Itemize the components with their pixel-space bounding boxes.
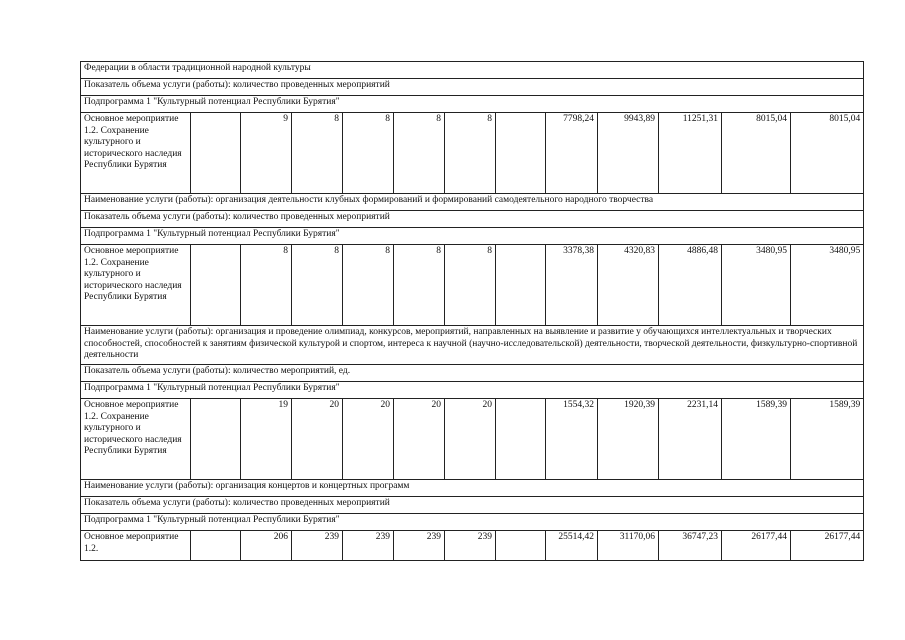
indicator-text: Показатель объема услуги (работы): количество проведенных мероприятий — [81, 497, 864, 514]
cell: 19 — [241, 399, 292, 480]
table-row — [81, 245, 864, 326]
budget-table — [80, 61, 864, 561]
cell — [496, 399, 546, 480]
subprogram-text: Подпрограмма 1 "Культурный потенциал Республики Бурятия" — [81, 382, 864, 399]
cell: 4886,48 — [659, 245, 722, 326]
cell: 206 — [241, 531, 292, 561]
cell: 1589,39 — [791, 399, 864, 480]
indicator-text: Показатель объема услуги (работы): количество мероприятий, ед. — [81, 365, 864, 382]
table-row — [81, 96, 864, 113]
service-text: Наименование услуги (работы): организация деятельности клубных формирований и формирований самодеятельного народного творчества — [81, 194, 864, 211]
cell: 9 — [241, 113, 292, 194]
table-row — [81, 228, 864, 245]
cell: 25514,42 — [546, 531, 598, 561]
cell — [191, 245, 241, 326]
cell: 1920,39 — [598, 399, 659, 480]
cell: 3378,38 — [546, 245, 598, 326]
cell — [496, 245, 546, 326]
subprogram-text: Подпрограмма 1 "Культурный потенциал Республики Бурятия" — [81, 228, 864, 245]
section-text: Федерации в области традиционной народной культуры — [81, 62, 864, 79]
cell: 239 — [394, 531, 445, 561]
table-row — [81, 211, 864, 228]
cell: 8 — [292, 113, 343, 194]
table-row — [81, 514, 864, 531]
cell: 8 — [445, 113, 496, 194]
cell — [191, 399, 241, 480]
cell: 239 — [445, 531, 496, 561]
activity-name: Основное мероприятие 1.2. Сохранение культурного и исторического наследия Республики Бурятия — [81, 399, 191, 480]
service-text: Наименование услуги (работы): организация концертов и концертных программ — [81, 480, 864, 497]
table-row — [81, 194, 864, 211]
activity-name: Основное мероприятие 1.2. Сохранение культурного и исторического наследия Республики Бурятия — [81, 113, 191, 194]
cell: 31170,06 — [598, 531, 659, 561]
table-row — [81, 326, 864, 365]
cell: 8 — [241, 245, 292, 326]
activity-name: Основное мероприятие 1.2. Сохранение культурного и исторического наследия Республики Бурятия — [81, 245, 191, 326]
table-row — [81, 365, 864, 382]
cell: 8 — [394, 245, 445, 326]
cell: 3480,95 — [791, 245, 864, 326]
cell: 20 — [292, 399, 343, 480]
table-row — [81, 62, 864, 79]
cell: 20 — [343, 399, 394, 480]
indicator-text: Показатель объема услуги (работы): количество проведенных мероприятий — [81, 79, 864, 96]
indicator-text: Показатель объема услуги (работы): количество проведенных мероприятий — [81, 211, 864, 228]
cell: 36747,23 — [659, 531, 722, 561]
cell — [496, 531, 546, 561]
cell — [191, 113, 241, 194]
table-row — [81, 399, 864, 480]
cell: 8 — [292, 245, 343, 326]
cell — [496, 113, 546, 194]
cell: 8015,04 — [791, 113, 864, 194]
table-row — [81, 382, 864, 399]
subprogram-text: Подпрограмма 1 "Культурный потенциал Республики Бурятия" — [81, 514, 864, 531]
cell: 7798,24 — [546, 113, 598, 194]
cell: 9943,89 — [598, 113, 659, 194]
cell: 239 — [292, 531, 343, 561]
table-row — [81, 113, 864, 194]
cell: 26177,44 — [791, 531, 864, 561]
cell: 8 — [343, 113, 394, 194]
subprogram-text: Подпрограмма 1 "Культурный потенциал Республики Бурятия" — [81, 96, 864, 113]
table-row — [81, 79, 864, 96]
service-text: Наименование услуги (работы): организация и проведение олимпиад, конкурсов, мероприятий, направленных на выявление и развитие у обучающихся интеллектуальных и творческих способностей, способностей к занятиям физической культурой и спортом, интереса к научной (научно-исследовательской) деятельности, творческой деятельности, физкультурно-спортивной деятельности — [81, 326, 864, 365]
table-row — [81, 497, 864, 514]
cell: 239 — [343, 531, 394, 561]
cell: 4320,83 — [598, 245, 659, 326]
cell: 8 — [394, 113, 445, 194]
cell: 8 — [445, 245, 496, 326]
cell: 8015,04 — [722, 113, 791, 194]
cell: 20 — [445, 399, 496, 480]
cell: 26177,44 — [722, 531, 791, 561]
activity-name: Основное мероприятие 1.2. — [81, 531, 191, 561]
cell: 1589,39 — [722, 399, 791, 480]
cell — [191, 531, 241, 561]
table-row — [81, 480, 864, 497]
cell: 11251,31 — [659, 113, 722, 194]
cell: 3480,95 — [722, 245, 791, 326]
table-row — [81, 531, 864, 561]
cell: 20 — [394, 399, 445, 480]
cell: 8 — [343, 245, 394, 326]
cell: 1554,32 — [546, 399, 598, 480]
cell: 2231,14 — [659, 399, 722, 480]
